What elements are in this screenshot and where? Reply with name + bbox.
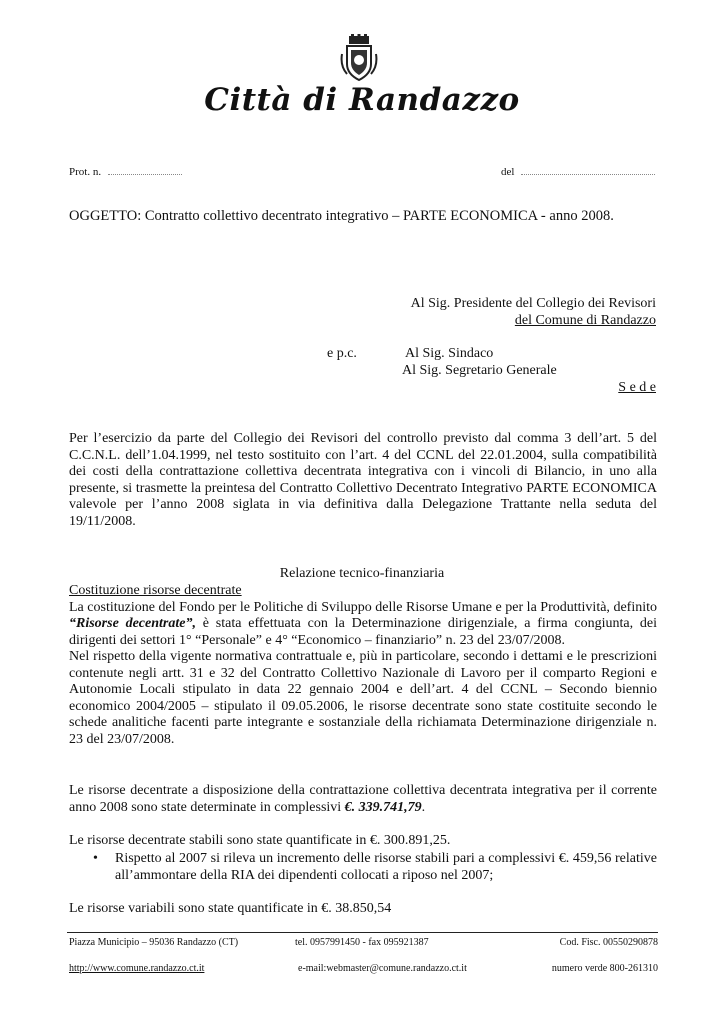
- epc-label: e p.c.: [327, 346, 357, 361]
- subject-line: OGGETTO: Contratto collettivo decentrato integrativo – PARTE ECONOMICA - anno 2008.: [69, 208, 614, 224]
- footer-address: Piazza Municipio – 95036 Randazzo (CT): [69, 937, 239, 948]
- intro-paragraph: [69, 431, 657, 530]
- bullet-text: Rispetto al 2007 si rileva un incremento delle risorse stabili pari a complessivi €. 459,56 relative all’ammontare della RIA dei dipendenti collocati a riposo nel 2007;: [115, 851, 657, 883]
- recipient-line-4: Al Sig. Segretario Generale: [402, 363, 557, 378]
- recipient-line-3: Al Sig. Sindaco: [405, 346, 494, 361]
- footer-email[interactable]: e-mail:webmaster@comune.randazzo.ct.it: [298, 963, 467, 974]
- recipient-sede: S e d e: [618, 380, 656, 395]
- intro-text: Per l’esercizio da parte del Collegio dei Revisori del controllo previsto dal comma 3 dell’art. 5 del C.C.N.L. dell’1.04.1999, nel testo sostituito con l’art. 4 del CCNL del 22.01.2004, sulla compatibilità dei costi della contrattazione collettiva decentrata integrativa con i vincoli di Bilancio, in uno alla presente, si trasmette la preintesa del Contratto Collettivo Decentrato Integrativo PARTE ECONOMICA valevole per l’anno 2008 siglata in via definitiva dalla Delegazione Trattante nella seduta del 19/11/2008.: [69, 431, 657, 529]
- prot-number-field: [108, 164, 182, 175]
- footer-divider: [67, 932, 658, 933]
- paragraph-2: Nel rispetto della vigente normativa contrattuale e, più in particolare, secondo i dettami e le prescrizioni contenute negli artt. 31 e 32 del Contratto Collettivo Nazionale di Lavoro per il comparto Regioni e Autonomie Locali stipulato in data 22 gennaio 2004 e dell’art. 4 del CCNL – Secondo biennio economico 2004/2005 – stipulato il 09.05.2006, le risorse decentrate sono state costituite secondo le schede analitiche facenti parte integrante e sostanziale della richiamata Determinazione dirigenziale n. 23 del 23/07/2008.: [69, 649, 657, 747]
- prot-label: Prot. n.: [69, 166, 102, 178]
- section-title: Relazione tecnico-finanziaria: [279, 566, 445, 581]
- city-crest-icon: [339, 34, 379, 82]
- footer-fiscal-code: Cod. Fisc. 00550290878: [559, 937, 658, 948]
- protocol-line: [69, 164, 657, 180]
- recipient-line-2: del Comune di Randazzo: [514, 313, 656, 328]
- bullet-icon: •: [93, 851, 98, 866]
- paragraph-1: La costituzione del Fondo per le Politiche di Sviluppo delle Risorse Umane e per la Produttività, definito “Risorse decentrate”, è stata effettuata con la Determinazione dirigenziale, a firma congiunta, dei dirigenti dei settori 1° “Personale” e 4° “Economico – finanziario” n. 23 del 23/07/2008.: [69, 599, 657, 648]
- paragraph-4: Le risorse decentrate stabili sono state quantificate in €. 300.891,25.: [69, 833, 451, 848]
- section-body: [69, 583, 657, 748]
- footer-toll-free: numero verde 800-261310: [551, 963, 658, 974]
- recipient-line-1: Al Sig. Presidente del Collegio dei Revisori: [410, 296, 656, 311]
- total-amount: €. 339.741,79: [344, 799, 422, 815]
- emphasis-risorse: “Risorse decentrate”,: [69, 616, 196, 631]
- city-title: Città di Randazzo: [204, 82, 520, 118]
- subsection-title: Costituzione risorse decentrate: [69, 583, 242, 598]
- paragraph-5: Le risorse variabili sono state quantificate in €. 38.850,54: [69, 901, 392, 916]
- date-field: [521, 164, 655, 175]
- footer-phone: tel. 0957991450 - fax 095921387: [295, 937, 429, 948]
- footer-website-link[interactable]: http://www.comune.randazzo.ct.it: [69, 963, 205, 974]
- date-label: del: [501, 166, 515, 178]
- paragraph-3: Le risorse decentrate a disposizione della contrattazione collettiva decentrata integrativa per il corrente anno 2008 sono state determinate in complessivi €. 339.741,79.: [69, 783, 657, 815]
